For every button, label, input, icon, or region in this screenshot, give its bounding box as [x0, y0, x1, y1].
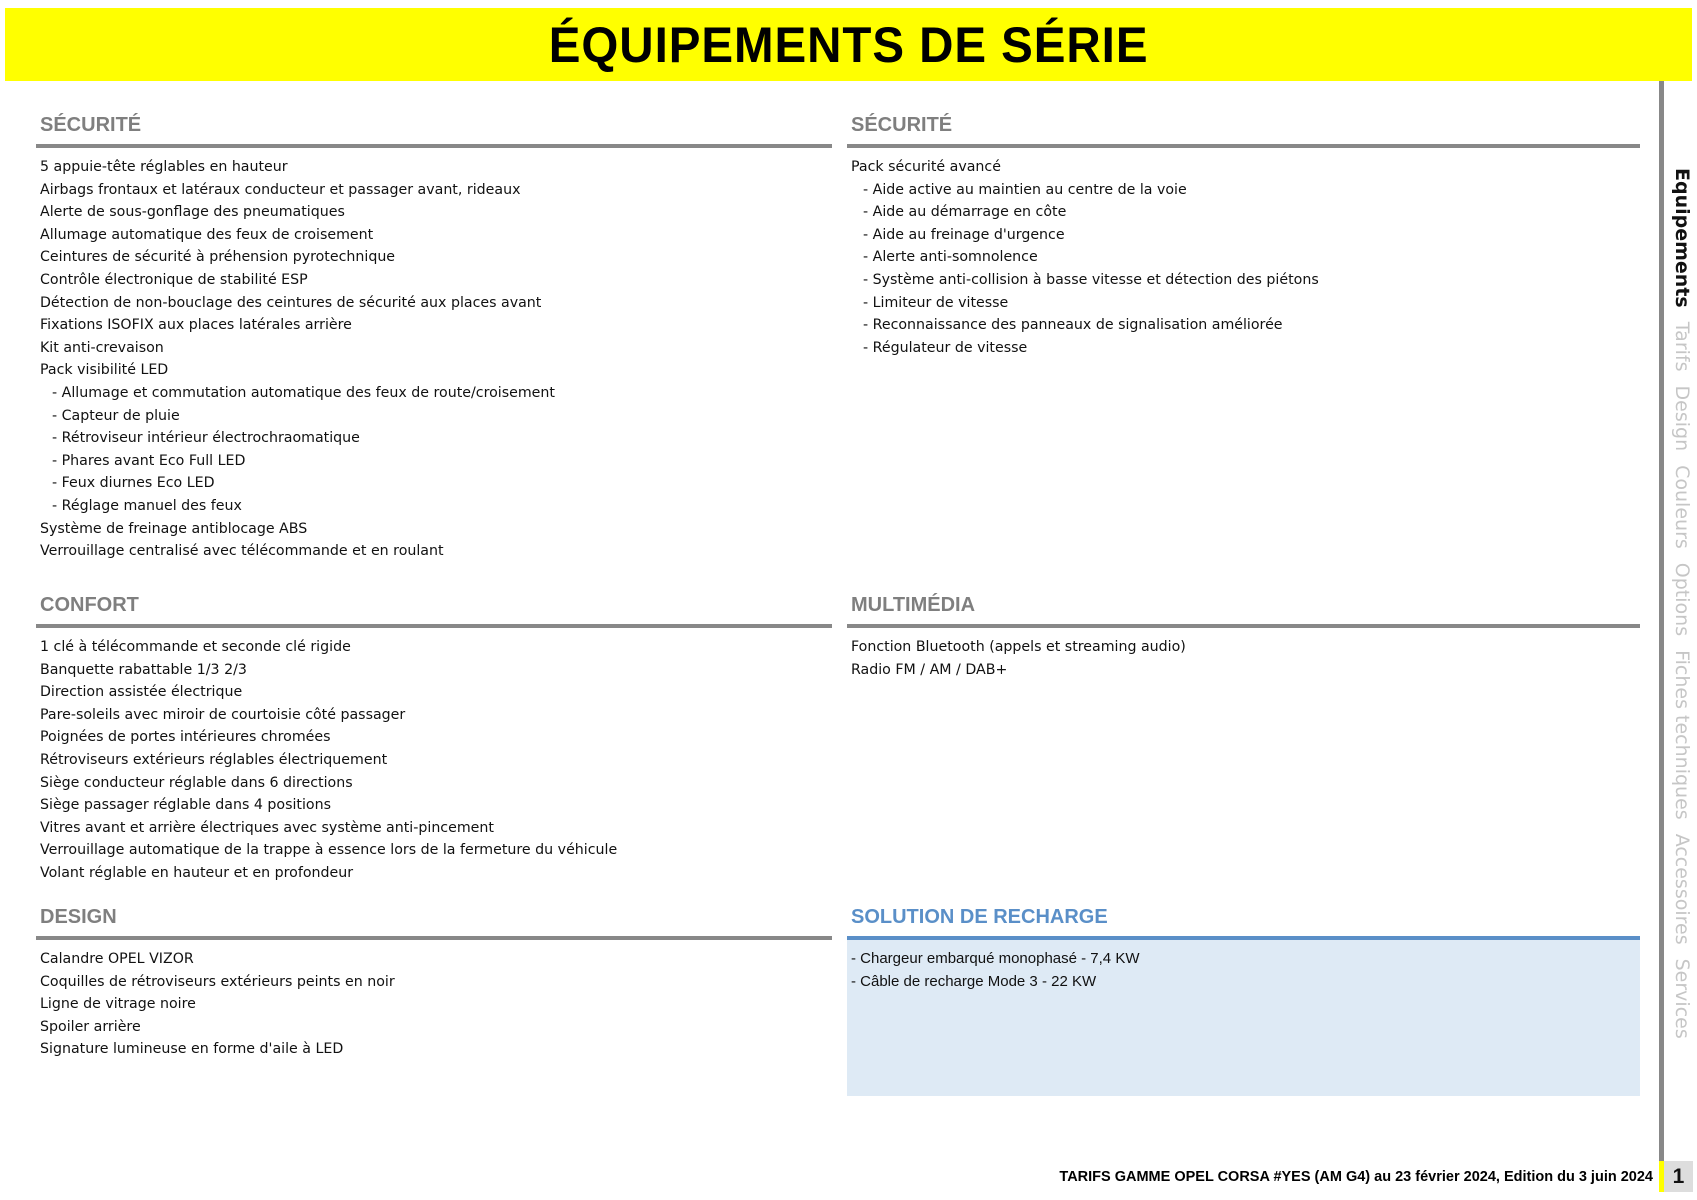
list-item: Kit anti-crevaison — [40, 339, 164, 356]
feature-list — [847, 628, 1640, 681]
list-subitem: - Phares avant Eco Full LED — [52, 452, 246, 469]
list-item: Détection de non-bouclage des ceintures de sécurité aux places avant — [40, 294, 542, 311]
feature-list — [36, 148, 832, 563]
list-item: Système de freinage antiblocage ABS — [40, 520, 308, 537]
list-item: Pare-soleils avec miroir de courtoisie côté passager — [40, 706, 406, 723]
side-divider — [1659, 81, 1664, 1163]
list-subitem: - Capteur de pluie — [52, 407, 180, 424]
list-item: - Chargeur embarqué monophasé - 7,4 KW — [851, 950, 1140, 967]
list-subitem: - Feux diurnes Eco LED — [52, 475, 215, 492]
side-navigation — [1667, 168, 1693, 1088]
list-item: Allumage automatique des feux de croisement — [40, 226, 374, 243]
section-multimedia — [847, 592, 1640, 681]
list-subitem: - Aide au démarrage en côte — [863, 204, 1067, 221]
list-item: Pack sécurité avancé — [851, 159, 1001, 175]
list-subitem: - Allumage et commutation automatique des feux de route/croisement — [52, 384, 555, 401]
recharge-box — [847, 940, 1640, 1096]
section-heading: CONFORT — [40, 594, 139, 616]
list-subitem: - Réglage manuel des feux — [52, 497, 242, 514]
list-item: Coquilles de rétroviseurs extérieurs peints en noir — [40, 973, 395, 990]
list-item: Alerte de sous-gonflage des pneumatiques — [40, 204, 345, 221]
section-confort — [36, 592, 832, 885]
list-subitem: - Reconnaissance des panneaux de signalisation améliorée — [863, 317, 1283, 334]
list-item: Poignées de portes intérieures chromées — [40, 729, 331, 746]
list-item: Volant réglable en hauteur et en profondeur — [40, 864, 354, 881]
list-item: Airbags frontaux et latéraux conducteur et passager avant, rideaux — [40, 181, 521, 198]
list-subitem: - Régulateur de vitesse — [863, 339, 1028, 356]
list-item: Verrouillage automatique de la trappe à essence lors de la fermeture du véhicule — [40, 842, 618, 859]
nav-tab-tarifs[interactable]: Tarifs — [1671, 321, 1693, 372]
list-item: Siège conducteur réglable dans 6 directions — [40, 774, 353, 791]
feature-list — [847, 148, 1640, 359]
list-item: Calandre OPEL VIZOR — [40, 951, 194, 967]
section-solution-recharge — [847, 904, 1640, 1096]
list-item: Verrouillage centralisé avec télécommande et en roulant — [40, 543, 444, 560]
nav-tab-options[interactable]: Options — [1671, 562, 1693, 637]
list-subitem: - Limiteur de vitesse — [863, 294, 1009, 311]
nav-tab-couleurs[interactable]: Couleurs — [1671, 465, 1693, 549]
section-heading: SOLUTION DE RECHARGE — [851, 906, 1108, 928]
list-subitem: - Rétroviseur intérieur électrochraomatique — [52, 430, 360, 447]
list-item: Rétroviseurs extérieurs réglables électriquement — [40, 751, 388, 768]
feature-list — [36, 628, 832, 885]
list-item: Direction assistée électrique — [40, 684, 243, 701]
list-subitem: - Alerte anti-somnolence — [863, 249, 1038, 266]
section-securite-left — [36, 112, 832, 563]
section-heading: SÉCURITÉ — [851, 114, 953, 136]
list-item: Pack visibilité LED — [40, 362, 169, 379]
list-item: Ceintures de sécurité à préhension pyrotechnique — [40, 249, 396, 266]
nav-tab-accessoires[interactable]: Accessoires — [1671, 833, 1693, 945]
page-number: 1 — [1659, 1161, 1693, 1192]
list-item: 1 clé à télécommande et seconde clé rigide — [40, 639, 351, 655]
list-item: Radio FM / AM / DAB+ — [851, 661, 1008, 678]
feature-list — [36, 940, 832, 1061]
list-subitem: - Aide active au maintien au centre de la voie — [863, 181, 1187, 198]
list-item: Contrôle électronique de stabilité ESP — [40, 271, 308, 288]
list-item: Vitres avant et arrière électriques avec système anti-pincement — [40, 819, 494, 836]
list-item: - Câble de recharge Mode 3 - 22 KW — [851, 972, 1097, 990]
title-banner — [5, 8, 1692, 81]
section-securite-right — [847, 112, 1640, 359]
list-item: Ligne de vitrage noire — [40, 996, 196, 1013]
page-title: ÉQUIPEMENTS DE SÉRIE — [548, 16, 1149, 73]
section-heading: MULTIMÉDIA — [851, 594, 976, 616]
nav-tab-equipements[interactable]: Equipements — [1671, 168, 1693, 308]
nav-tab-design[interactable]: Design — [1671, 385, 1693, 452]
list-item: Banquette rabattable 1/3 2/3 — [40, 661, 247, 678]
footer-text: TARIFS GAMME OPEL CORSA #YES (AM G4) au 23 février 2024, Edition du 3 juin 2024 — [1059, 1169, 1653, 1185]
list-item: Spoiler arrière — [40, 1018, 141, 1035]
section-heading: SÉCURITÉ — [40, 114, 142, 136]
list-item: Siège passager réglable dans 4 positions — [40, 797, 331, 814]
list-item: 5 appuie-tête réglables en hauteur — [40, 159, 288, 175]
nav-tab-fiches-techniques[interactable]: Fiches techniques — [1671, 650, 1693, 820]
list-subitem: - Aide au freinage d'urgence — [863, 226, 1065, 243]
list-item: Fonction Bluetooth (appels et streaming audio) — [851, 639, 1186, 655]
list-subitem: - Système anti-collision à basse vitesse et détection des piétons — [863, 271, 1319, 288]
footer — [1059, 1164, 1657, 1190]
list-item: Fixations ISOFIX aux places latérales arrière — [40, 317, 352, 334]
nav-tab-services[interactable]: Services — [1671, 958, 1693, 1039]
section-heading: DESIGN — [40, 906, 117, 928]
section-design — [36, 904, 832, 1061]
list-item: Signature lumineuse en forme d'aile à LED — [40, 1041, 344, 1058]
